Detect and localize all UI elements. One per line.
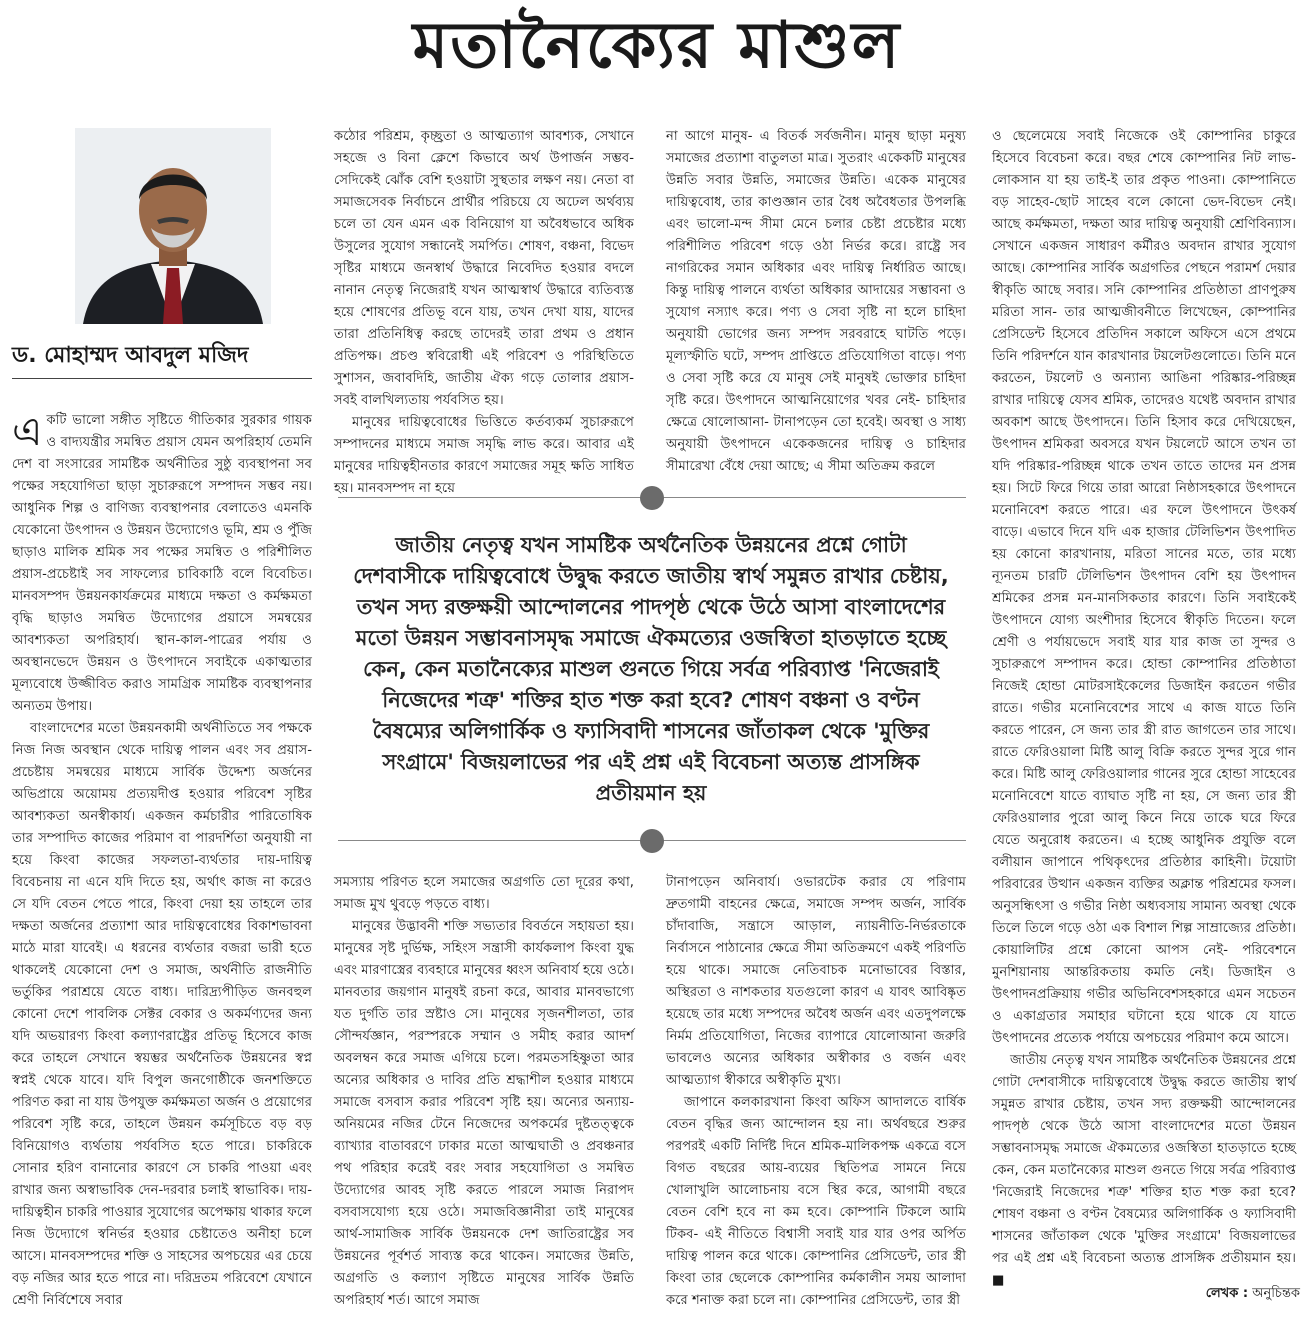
- lead-paragraph-text: কটি ভালো সঙ্গীত সৃষ্টিতে গীতিকার সুরকার গায়ক ও বাদ্যযন্ত্রীর সমন্বিত প্রয়াস যেমন অপরিহার্য তেমনি দেশ বা সংসারের সামষ্টিক অর্থনীতির সুষ্ঠু ব্যবস্থাপনা সব পক্ষের সহযোগিতা ছাড়া সুচারুরূপে সম্পাদন সম্ভব নয়। আধুনিক শিল্প ও বাণিজ্য ব্যবস্থাপনার বেলাতেও এমনকি যেকোনো উৎপাদন ও উন্নয়ন উদ্যোগেও ভূমি, শ্রম ও পুঁজি ছাড়াও মালিক শ্রমিক সব পক্ষের সমন্বিত ও পরিশীলিত প্রয়াস-প্রচেষ্টাই সব সাফল্যের চাবিকাঠি বলে বিবেচিত। মানবসম্পদ উন্নয়নকার্যক্রমের মাধ্যমে দক্ষতা ও কর্মক্ষমতা বৃদ্ধি ছাড়াও সমন্বিত উদ্যোগের প্রয়াসে সমন্বয়ের আবশ্যকতা অপরিহার্য। স্থান-কাল-পাত্রের পর্যায় ও অবস্থানভেদে উন্নয়ন ও উৎপাদনে সবাইকে একাত্মতার মূল্যবোধে উজ্জীবিত করাও সামগ্রিক সামষ্টিক ব্যবস্থাপনার অন্যতম উপায়।: [12, 413, 312, 714]
- pullquote-bottom-dot: [640, 829, 664, 853]
- lead-paragraph: [12, 410, 312, 718]
- paragraph: মানুষের উদ্ভাবনী শক্তি সভ্যতার বিবর্তনে সহায়তা হয়। মানুষের সৃষ্ট দুর্ভিক্ষ, সহিংস সন্ত্রাসী কার্যকলাপ কিংবা যুদ্ধ এবং মারণাস্ত্রের ব্যবহারে মানুষের ধ্বংস অনিবার্য হয়ে ওঠে। মানবতার জয়গান মানুষই রচনা করে, আবার মানবভাগ্যে যত দুর্গতি তার স্রষ্টাও সে। মানুষের সৃজনশীলতা, তার সৌন্দর্যজ্ঞান, পরস্পরকে সম্মান ও সমীহ করার আদর্শ অবলম্বন করে সমাজ এগিয়ে চলে। পরমতসহিষ্ণুতা আর অন্যের অধিকার ও দাবির প্রতি শ্রদ্ধাশীল হওয়ার মাধ্যমে সমাজে বসবাস করার পরিবেশ সৃষ্টি হয়। অন্যের অন্যায়-অনিয়মের নজির টেনে নিজেদের অপকর্মের দুষ্টতত্ত্বকে ব্যাখ্যার বাতাবরণে ঢাকার মতো আত্মঘাতী ও প্রবঞ্চনার পথ পরিহার করেই বরং সবার সহযোগিতা ও সমন্বিত উদ্যোগের আবহ সৃষ্টি করতে পারলে সমাজ নিরাপদ বসবাসযোগ্য হয়ে ওঠে। সমাজবিজ্ঞানীরা তাই মানুষের আর্থ-সামাজিক সার্বিক উন্নয়নকে দেশ জাতিরাষ্ট্রের সব উন্নয়নের পূর্বশর্ত সাব্যস্ত করে থাকেন। সমাজের উন্নতি, অগ্রগতি ও কল্যাণ সৃষ্টিতে মানুষের সার্বিক উন্নতি অপরিহার্য শর্ত। আগে সমাজ: [334, 919, 634, 1308]
- article-column-2-top: [334, 126, 634, 496]
- author-name: ড. মোহাম্মদ আবদুল মজিদ: [12, 340, 312, 379]
- paragraph: না আগে মানুষ- এ বিতর্ক সর্বজনীন। মানুষ ছাড়া মনুষ্য সমাজের প্রত্যাশা বাতুলতা মাত্র। সুতরাং একেকটি মানুষের উন্নতি সবার উন্নতি, সমাজের উন্নতি। একেক মানুষের দায়িত্ববোধ, তার কাণ্ডজ্ঞান তার বৈধ অবৈধতার উপলব্ধি এবং ভালো-মন্দ সীমা মেনে চলার চেষ্টা প্রচেষ্টার মধ্যে পরিশীলিত পরিবেশ গড়ে ওঠা নির্ভর করে। রাষ্ট্রে সব নাগরিকের সমান অধিকার এবং দায়িত্ব নির্ধারিত আছে। কিন্তু দায়িত্ব পালনে ব্যর্থতা অধিকার আদায়ের সম্ভাবনা ও সুযোগ নস্যাৎ করে। পণ্য ও সেবা সৃষ্টি না হলে চাহিদা অনুযায়ী ভোগের জন্য সম্পদ সরবরাহে ঘাটতি পড়ে। মূল্যস্ফীতি ঘটে, সম্পদ প্রাপ্তিতে প্রতিযোগিতা বাড়ে। পণ্য ও সেবা সৃষ্টি করে যে মানুষ সেই মানুষই ভোক্তার চাহিদা সৃষ্টি করে। উৎপাদনে আত্মনিয়োগের খবর নেই- চাহিদার ক্ষেত্রে ষোলোআনা- টানাপড়েন তো হবেই। অবস্থা ও সাধ্য অনুযায়ী উৎপাদনে একেকজনের দায়িত্ব ও চাহিদার সীমারেখা বেঁধে দেয়া আছে; এ সীমা অতিক্রম করলে: [666, 129, 966, 474]
- byline-role: অনুচিন্তক: [1252, 1286, 1300, 1301]
- paragraph: জাতীয় নেতৃত্ব যখন সামষ্টিক অর্থনৈতিক উন্নয়নের প্রশ্নে গোটা দেশবাসীকে দায়িত্ববোধে উদ্বুদ্ধ করতে জাতীয় স্বার্থ সমুন্নত রাখার চেষ্টায়, তখন সদ্য রক্তক্ষয়ী আন্দোলনের পাদপৃষ্ঠ থেকে উঠে আসা বাংলাদেশের মতো উন্নয়ন সম্ভাবনাসমৃদ্ধ সমাজে ঐকমত্যের ওজস্বিতা হাতড়াতে হচ্ছে কেন, কেন মতানৈক্যের মাশুল গুনতে গিয়ে সর্বত্র পরিব্যাপ্ত 'নিজেরাই নিজেদের শত্রু' শক্তির হাত শক্ত করা হবে? শোষণ বঞ্চনা ও বণ্টন বৈষম্যের অলিগার্কিক ও ফ্যাসিবাদী শাসনের জাঁতাকল থেকে 'মুক্তির সংগ্রামে' বিজয়লাভের পর এই প্রশ্ন এই বিবেচনা অত্যন্ত প্রাসঙ্গিক প্রতীয়মান হয়। ■: [992, 1053, 1296, 1288]
- author-photo: [75, 128, 271, 324]
- paragraph: বাংলাদেশের মতো উন্নয়নকামী অর্থনীতিতে সব পক্ষকে নিজ নিজ অবস্থান থেকে দায়িত্ব পালন এবং সব প্রয়াস-প্রচেষ্টায় সমন্বয়ের মাধ্যমে সার্বিক উদ্দেশ্য অর্জনের অভিপ্রায়ে অয়োময় প্রত্যয়দীপ্ত হওয়ার পরিবেশ সৃষ্টির আবশ্যকতা অনস্বীকার্য। একজন কর্মচারীর পারিতোষিক তার সম্পাদিত কাজের পরিমাণ বা পারদর্শিতা অনুযায়ী না হয়ে কিংবা কাজের সফলতা-ব্যর্থতার দায়-দায়িত্ব বিবেচনায় না এনে যদি দিতে হয়, অর্থাৎ কাজ না করেও সে যদি বেতন পেতে পারে, কিংবা দেয়া হয় তাহলে তার দক্ষতা অর্জনের প্রত্যাশা আর দায়িত্ববোধের বিকাশভাবনা মাঠে মারা যাবেই। এ ধরনের ব্যর্থতার বজরা ভারী হতে থাকলেই যেকোনো দেশ ও সমাজ, অর্থনীতি রাজনীতি ভর্তুকির পরাশ্রয়ে যেতে বাধ্য। দারিদ্র্যপীড়িত জনবহুল কোনো দেশে পাবলিক সেক্টর বেকার ও অকর্মণ্যদের জন্য যদি অভয়ারণ্য কিংবা কল্যাণরাষ্ট্রের প্রতিভূ হিসেবে কাজ করে তাহলে সেখানে স্বয়ম্ভর অর্থনৈতিক উন্নয়নের স্বপ্ন স্বপ্নই থেকে যাবে। যদি বিপুল জনগোষ্ঠীকে জনশক্তিতে পরিণত করা না যায় উপযুক্ত কর্মক্ষমতা অর্জন ও প্রয়োগের পরিবেশ সৃষ্টি করে, তাহলে উন্নয়ন কর্মসূচিতে বড় বড় বিনিয়োগও ব্যর্থতায় পর্যবসিত হতে পারে। চাকরিকে সোনার হরিণ বানানোর কারণে সে চাকরি পাওয়া এবং রাখার জন্য অস্বাভাবিক দেন-দরবার চলাই স্বাভাবিক। দায়-দায়িত্বহীন চাকরি পাওয়ার সুযোগের অপেক্ষায় থাকার ফলে নিজ উদ্যোগে স্বনির্ভর হওয়ার চেষ্টাতেও অনীহা চলে আসে। মানবসম্পদের শক্তি ও সাহসের অপচয়ের এর চেয়ে বড় নজির আর হতে পারে না। দরিদ্রতম পরিবেশে যেখানে শ্রেণী নির্বিশেষে সবার: [12, 721, 312, 1308]
- paragraph: মানুষের দায়িত্ববোধের ভিত্তিতে কর্তব্যকর্ম সুচারুরূপে সম্পাদনের মাধ্যমে সমাজ সমৃদ্ধি লাভ করে। আবার এই মানুষের দায়িত্বহীনতার কারণে সমাজের সমূহ ক্ষতি সাধিত হয়। মানবসম্পদ না হয়ে: [334, 415, 634, 496]
- article-column-2-bottom: [334, 872, 634, 1308]
- byline: [1150, 1284, 1300, 1304]
- article-column-4: [992, 126, 1296, 1288]
- pullquote-top-dot: [640, 486, 664, 510]
- article-column-1: [12, 409, 312, 1308]
- paragraph: কঠোর পরিশ্রম, কৃচ্ছ্রতা ও আত্মত্যাগ আবশ্যক, সেখানে সহজে ও বিনা ক্লেশে কিভাবে অর্থ উপার্জন সম্ভব- সেদিকেই ঝোঁক বেশি হওয়াটা সুস্থতার লক্ষণ নয়। নেতা বা সমাজসেবক নির্বাচনে প্রার্থীর পরিচয়ে যে অঢেল অর্থব্যয় চলে তা যেন এমন এক বিনিয়োগ যা অবৈধভাবে অধিক উসুলের সুযোগ সন্ধানেই সমর্পিত। শোষণ, বঞ্চনা, বিভেদ সৃষ্টির মাধ্যমে জনস্বার্থ উদ্ধারে নিবেদিত হওয়ার বদলে নানান নেতৃত্ব নিজেরাই যখন আত্মস্বার্থ উদ্ধারে ব্যতিব্যস্ত হয়ে শোষণের প্রতিভূ বনে যায়, তখন দেখা যায়, যাদের তারা প্রতিনিধিত্ব করছে তাদেরই তারা প্রথম ও প্রধান প্রতিপক্ষ। প্রচণ্ড স্ববিরোধী এই পরিবেশ ও পরিস্থিতিতে সুশাসন, জবাবদিহি, জাতীয় ঐক্য গড়ে তোলার প্রয়াস- সবই বালখিল্যতায় পর্যবসিত হয়।: [334, 129, 634, 408]
- drop-cap: এ: [12, 409, 43, 455]
- author-portrait-image: [75, 128, 271, 324]
- paragraph: ও ছেলেমেয়ে সবাই নিজেকে ওই কোম্পানির চাকুরে হিসেবে বিবেচনা করে। বছর শেষে কোম্পানির নিট লাভ-লোকসান যা হয় তাই-ই তার প্রকৃত পাওনা। কোম্পানিতে বড় সাহেব-ছোট সাহেব বলে কোনো ভেদ-বিভেদ নেই। আছে কর্মক্ষমতা, দক্ষতা আর দায়িত্ব অনুযায়ী শ্রেণিবিন্যাস। সেখানে একজন সাধারণ কর্মীরও অবদান রাখার সুযোগ আছে। কোম্পানির সার্বিক অগ্রগতির পেছনে পরামর্শ দেয়ার স্বীকৃতি আছে সবার। সনি কোম্পানির প্রতিষ্ঠাতা প্রাণপুরুষ মরিতা সান- তার আত্মজীবনীতে লিখেছেন, কোম্পানির প্রেসিডেন্ট হিসেবে প্রতিদিন সকালে অফিসে এসে প্রথমে তিনি পরিদর্শনে যান কারখানার টয়লেটগুলোতে। তিনি মনে করতেন, টয়লেট ও অন্যান্য আঙিনা পরিষ্কার-পরিচ্ছন্ন রাখার দায়িত্বে যেসব শ্রমিক, তাদেরও যথেষ্ট অবদান রাখার অবকাশ আছে উৎপাদনে। তিনি হিসাব করে দেখিয়েছেন, উৎপাদন শ্রমিকরা অবসরে যখন টয়লেটে আসে তখন তা যদি পরিষ্কার-পরিচ্ছন্ন থাকে তখন তাতে তাদের মন প্রসন্ন হয়। সিটে ফিরে গিয়ে তারা আরো নিষ্ঠাসহকারে উৎপাদনে মনোনিবেশ করতে পারে। এর ফলে উৎপাদনে উৎকর্ষ বাড়ে। এভাবে দিনে যদি এক হাজার টেলিভিশন উৎপাদিত হয় কোনো কারখানায়, মরিতা সানের মতে, তার মধ্যে ন্যূনতম চারটি টেলিভিশন উৎপাদন বেশি হয় উৎপাদন শ্রমিকের প্রসন্ন মন-মানসিকতার কারণে। তিনি সবাইকেই উৎপাদনে যোগ্য অংশীদার হিসেবে স্বীকৃতি দিতেন। ফলে শ্রেণী ও পর্যায়ভেদে সবাই যার যার কাজ তা সুন্দর ও সুচারুরূপে সম্পাদন করে। হোন্ডা কোম্পানির প্রতিষ্ঠাতা নিজেই হোন্ডা মোটরসাইকেলের ডিজাইন করতেন গভীর রাতে। গভীর মনোনিবেশের সাথে এ কাজ যাতে তিনি করতে পারেন, সে জন্য তার স্ত্রী রাত জাগতেন তার সাথে। রাতে ফেরিওয়ালা মিষ্টি আলু বিক্রি করতে সুন্দর সুরে গান করে। মিষ্টি আলু ফেরিওয়ালার গানের সুরে হোন্ডা সাহেবের মনোনিবেশে যাতে ব্যাঘাত সৃষ্টি না হয়, সে জন্য তার স্ত্রী ফেরিওয়ালার পুরো আলু কিনে নিয়ে তাকে ঘরে ফিরে যেতে অনুরোধ করতেন। এ হচ্ছে আধুনিক প্রযুক্তি বলে বলীয়ান জাপানে পথিকৃৎদের প্রতিষ্ঠার কাহিনী। টয়োটা পরিবারের উত্থান একজন ব্যক্তির অক্লান্ত পরিশ্রমের ফসল। অনুসন্ধিৎসা ও গভীর নিষ্ঠা অধ্যবসায় সামান্য অবস্থা থেকে তিলে তিলে গড়ে ওঠা এক বিশাল শিল্প সাম্রাজ্যের প্রতিষ্ঠা। কোয়ালিটির প্রশ্নে কোনো আপস নেই- পরিবেশনে মুনশিয়ানায় আন্তরিকতায় কমতি নেই। ডিজাইন ও উৎপাদনপ্রক্রিয়ায় গভীর অভিনিবেশসহকারে এমন সচেতন ও একাগ্রতার সমাহার ঘটানো হয়ে থাকে যে যাতে উৎপাদনের প্রত্যেক পর্যায়ে অপচয়ের পরিমাণ কমে আসে।: [992, 129, 1296, 1046]
- headline: মতানৈক্যের মাশুল: [412, 8, 902, 83]
- paragraph: টানাপড়েন অনিবার্য। ওভারটেক করার যে পরিণাম দ্রুতগামী বাহনের ক্ষেত্রে, সমাজে সম্পদ অর্জন, সার্বিক চাঁদাবাজি, সন্ত্রাসে আড়াল, ন্যায়নীতি-নির্ভরতাকে নির্বাসনে পাঠানোর ক্ষেত্রে সীমা অতিক্রমণে একই পরিণতি হয়ে থাকে। সমাজে নেতিবাচক মনোভাবের বিস্তার, অস্থিরতা ও নাশকতার যতগুলো কারণ এ যাবৎ আবিষ্কৃত হয়েছে তার মধ্যে সম্পদের অবৈধ অর্জন এবং এতদুপলক্ষে নির্মম প্রতিযোগিতা, নিজের ব্যাপারে যোলোআনা জরুরি ভাবলেও অন্যের অধিকার অস্বীকার ও বর্জন এবং আত্মত্যাগ স্বীকারে অস্বীকৃতি মুখ্য।: [666, 875, 966, 1088]
- article-column-3-bottom: [666, 872, 966, 1308]
- paragraph: সমস্যায় পরিণত হলে সমাজের অগ্রগতি তো দূরের কথা, সমাজ মুখ থুবড়ে পড়তে বাধ্য।: [334, 875, 634, 912]
- paragraph: জাপানে কলকারখানা কিংবা অফিস আদালতে বার্ষিক বেতন বৃদ্ধির জন্য আন্দোলন হয় না। অর্থবছরে শুরুর পরপরই একটি নির্দিষ্ট দিনে শ্রমিক-মালিকপক্ষ একত্রে বসে বিগত বছরের আয়-ব্যয়ের স্থিতিপত্র সামনে নিয়ে খোলাখুলি আলোচনায় বসে স্থির করে, আগামী বছরে বেতন বেশি হবে না কম হবে। কোম্পানি টিকলে আমি টিকব- এই নীতিতে বিশ্বাসী সবাই যার যার ওপর অর্পিত দায়িত্ব পালন করে থাকে। কোম্পানির প্রেসিডেন্ট, তার স্ত্রী কিংবা তার ছেলেকে কোম্পানির কর্মকালীন সময় আলাদা করে শনাক্ত করা চলে না। কোম্পানির প্রেসিডেন্ট, তার স্ত্রী: [666, 1095, 966, 1308]
- pull-quote: জাতীয় নেতৃত্ব যখন সামষ্টিক অর্থনৈতিক উন্নয়নের প্রশ্নে গোটা দেশবাসীকে দায়িত্ববোধে উদ্বুদ্ধ করতে জাতীয় স্বার্থ সমুন্নত রাখার চেষ্টায়, তখন সদ্য রক্তক্ষয়ী আন্দোলনের পাদপৃষ্ঠ থেকে উঠে আসা বাংলাদেশের মতো উন্নয়ন সম্ভাবনাসমৃদ্ধ সমাজে ঐকমত্যের ওজস্বিতা হাতড়াতে হচ্ছে কেন, কেন মতানৈক্যের মাশুল গুনতে গিয়ে সর্বত্র পরিব্যাপ্ত 'নিজেরাই নিজেদের শত্রু' শক্তির হাত শক্ত করা হবে? শোষণ বঞ্চনা ও বণ্টন বৈষম্যের অলিগার্কিক ও ফ্যাসিবাদী শাসনের জাঁতাকল থেকে 'মুক্তির সংগ্রামে' বিজয়লাভের পর এই প্রশ্ন এই বিবেচনা অত্যন্ত প্রাসঙ্গিক প্রতীয়মান হয়: [353, 533, 949, 805]
- article-column-3-top: [666, 126, 966, 474]
- byline-label: লেখক :: [1205, 1286, 1249, 1301]
